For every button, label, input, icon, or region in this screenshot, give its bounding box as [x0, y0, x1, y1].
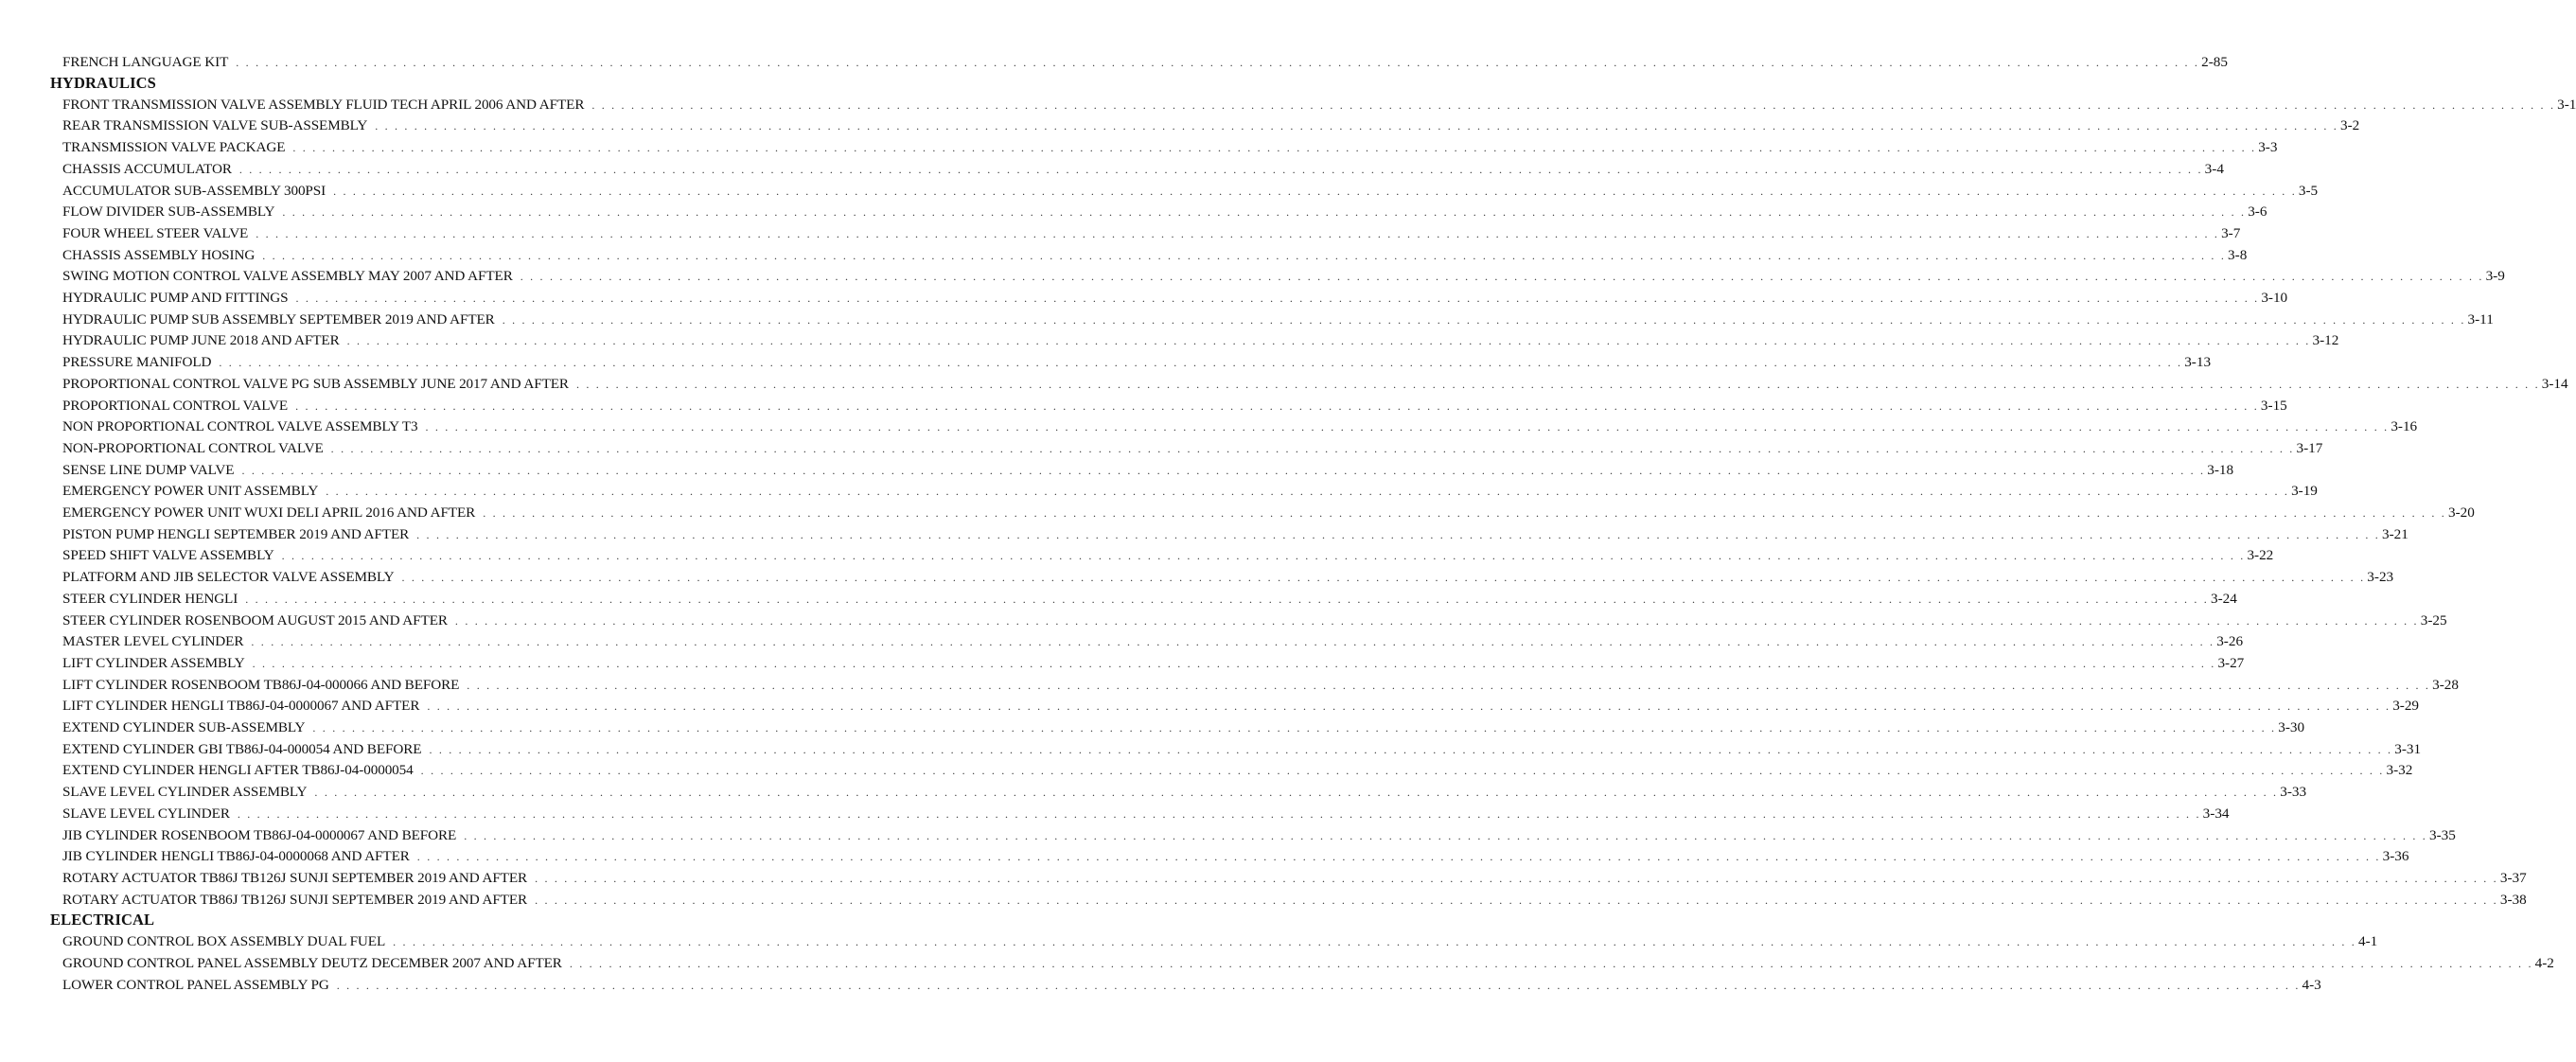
toc-entry[interactable] [62, 53, 2228, 72]
toc-entry[interactable] [62, 826, 2456, 845]
toc-entry-page: 3-33 [2280, 784, 2307, 801]
toc-entry-title: LIFT CYLINDER HENGLI TB86J-04-0000067 AND AFTER [62, 698, 420, 715]
toc-entry[interactable] [62, 718, 2305, 737]
dot-leader: . . . . . . . . . . . . . . . . . . . . . . . . . . . . . . . . . . . . . . . . . . . . . . . . . . . . . . . . . . . . . . . . . . . . . . . . . . . . . . . . . . . . . . . . . . . . . . . . . . . . . . . . . . . . . . . . . . . . . . . . . . . . . . . . . . . . . . . . . . . . . . . . . . . . . . . . . . . . . . . . . . . . . . . . . . . . . . . . . . . . . . . . . . . . . . . . . . . . . . . . [427, 699, 2391, 714]
dot-leader: . . . . . . . . . . . . . . . . . . . . . . . . . . . . . . . . . . . . . . . . . . . . . . . . . . . . . . . . . . . . . . . . . . . . . . . . . . . . . . . . . . . . . . . . . . . . . . . . . . . . . . . . . . . . . . . . . . . . . . . . . . . . . . . . . . . . . . . . . . . . . . . . . . . . . . . . . . . . . . . . . . . . . . . . . . . . . . . . . . . . . . . . . . . . . . . . . . . . . . . . [326, 485, 2290, 499]
toc-entry-page: 3-25 [2420, 611, 2447, 628]
toc-entry[interactable] [62, 847, 2409, 866]
dot-leader: . . . . . . . . . . . . . . . . . . . . . . . . . . . . . . . . . . . . . . . . . . . . . . . . . . . . . . . . . . . . . . . . . . . . . . . . . . . . . . . . . . . . . . . . . . . . . . . . . . . . . . . . . . . . . . . . . . . . . . . . . . . . . . . . . . . . . . . . . . . . . . . . . . . . . . . . . . . . . . . . . . . . . . . . . . . . . . . . . . . . . . . . . . . . . . . . . . . . . . . . [375, 119, 2338, 133]
toc-entry-title: PRESSURE MANIFOLD [62, 354, 212, 371]
toc-entry-page: 3-24 [2211, 590, 2237, 607]
toc-entry-title: SPEED SHIFT VALVE ASSEMBLY [62, 547, 274, 564]
toc-entry[interactable] [62, 116, 2360, 135]
toc-entry-title: SLAVE LEVEL CYLINDER [62, 805, 230, 822]
toc-entry-page: 2-85 [2201, 54, 2228, 70]
dot-leader: . . . . . . . . . . . . . . . . . . . . . . . . . . . . . . . . . . . . . . . . . . . . . . . . . . . . . . . . . . . . . . . . . . . . . . . . . . . . . . . . . . . . . . . . . . . . . . . . . . . . . . . . . . . . . . . . . . . . . . . . . . . . . . . . . . . . . . . . . . . . . . . . . . . . . . . . . . . . . . . . . . . . . . . . . . . . . . . . . . . . . . . . . . . . . . . . . . . . . . . . [454, 613, 2419, 628]
dot-leader: . . . . . . . . . . . . . . . . . . . . . . . . . . . . . . . . . . . . . . . . . . . . . . . . . . . . . . . . . . . . . . . . . . . . . . . . . . . . . . . . . . . . . . . . . . . . . . . . . . . . . . . . . . . . . . . . . . . . . . . . . . . . . . . . . . . . . . . . . . . . . . . . . . . . . . . . . . . . . . . . . . . . . . . . . . . . . . . . . . . . . . . . . . . . . . . . . . . . . . . . [591, 97, 2556, 112]
toc-entry-title: EXTEND CYLINDER GBI TB86J-04-000054 AND BEFORE [62, 740, 422, 757]
toc-entry-title: GROUND CONTROL PANEL ASSEMBLY DEUTZ DECEMBER 2007 AND AFTER [62, 955, 562, 971]
toc-entry-title: LIFT CYLINDER ASSEMBLY [62, 654, 245, 671]
toc-entry-page: 3-11 [2467, 310, 2494, 327]
toc-entry-page: 3-19 [2291, 483, 2318, 500]
toc-entry[interactable] [62, 761, 2413, 780]
toc-entry[interactable] [62, 891, 2527, 910]
dot-leader: . . . . . . . . . . . . . . . . . . . . . . . . . . . . . . . . . . . . . . . . . . . . . . . . . . . . . . . . . . . . . . . . . . . . . . . . . . . . . . . . . . . . . . . . . . . . . . . . . . . . . . . . . . . . . . . . . . . . . . . . . . . . . . . . . . . . . . . . . . . . . . . . . . . . . . . . . . . . . . . . . . . . . . . . . . . . . . . . . . . . . . . . . . . . . . . . . . . . . . . . [252, 656, 2216, 670]
toc-entry[interactable] [62, 461, 2234, 480]
toc-entry-title: CHASSIS ACCUMULATOR [62, 160, 232, 177]
toc-entry-page: 3-31 [2394, 740, 2422, 757]
dot-leader: . . . . . . . . . . . . . . . . . . . . . . . . . . . . . . . . . . . . . . . . . . . . . . . . . . . . . . . . . . . . . . . . . . . . . . . . . . . . . . . . . . . . . . . . . . . . . . . . . . . . . . . . . . . . . . . . . . . . . . . . . . . . . . . . . . . . . . . . . . . . . . . . . . . . . . . . . . . . . . . . . . . . . . . . . . . . . . . . . . . . . . . . . . . . . . . . . . . . . . . . [575, 377, 2540, 391]
toc-entry[interactable] [62, 417, 2418, 436]
dot-leader: . . . . . . . . . . . . . . . . . . . . . . . . . . . . . . . . . . . . . . . . . . . . . . . . . . . . . . . . . . . . . . . . . . . . . . . . . . . . . . . . . . . . . . . . . . . . . . . . . . . . . . . . . . . . . . . . . . . . . . . . . . . . . . . . . . . . . . . . . . . . . . . . . . . . . . . . . . . . . . . . . . . . . . . . . . . . . . . . . . . . . . . . . . . . . . . . . . . . . . . . [236, 56, 2200, 69]
dot-leader: . . . . . . . . . . . . . . . . . . . . . . . . . . . . . . . . . . . . . . . . . . . . . . . . . . . . . . . . . . . . . . . . . . . . . . . . . . . . . . . . . . . . . . . . . . . . . . . . . . . . . . . . . . . . . . . . . . . . . . . . . . . . . . . . . . . . . . . . . . . . . . . . . . . . . . . . . . . . . . . . . . . . . . . . . . . . . . . . . . . . . . . . . . . . . . . . . . . . . . . . [241, 463, 2206, 477]
toc-entry-page: 3-29 [2392, 698, 2420, 715]
toc-entry-title: SLAVE LEVEL CYLINDER ASSEMBLY [62, 784, 308, 801]
toc-entry[interactable] [62, 632, 2244, 651]
toc-entry-title: ROTARY ACTUATOR TB86J TB126J SUNJI SEPTEMBER 2019 AND AFTER [62, 891, 528, 908]
toc-entry[interactable] [62, 160, 2224, 179]
toc-entry[interactable] [62, 310, 2494, 329]
toc-entry-page: 3-12 [2312, 332, 2339, 349]
toc-entry[interactable] [62, 397, 2287, 416]
dot-leader: . . . . . . . . . . . . . . . . . . . . . . . . . . . . . . . . . . . . . . . . . . . . . . . . . . . . . . . . . . . . . . . . . . . . . . . . . . . . . . . . . . . . . . . . . . . . . . . . . . . . . . . . . . . . . . . . . . . . . . . . . . . . . . . . . . . . . . . . . . . . . . . . . . . . . . . . . . . . . . . . . . . . . . . . . . . . . . . . . . . . . . . . . . . . . . . . . . . . . . . . [245, 592, 2210, 606]
toc-entry-page: 3-1 [2557, 96, 2576, 113]
dot-leader: . . . . . . . . . . . . . . . . . . . . . . . . . . . . . . . . . . . . . . . . . . . . . . . . . . . . . . . . . . . . . . . . . . . . . . . . . . . . . . . . . . . . . . . . . . . . . . . . . . . . . . . . . . . . . . . . . . . . . . . . . . . . . . . . . . . . . . . . . . . . . . . . . . . . . . . . . . . . . . . . . . . . . . . . . . . . . . . . . . . . . . . . . . . . . . . . . . . . . . . . [535, 893, 2498, 907]
toc-entry-page: 3-13 [2184, 354, 2212, 371]
toc-entry-title: NON PROPORTIONAL CONTROL VALVE ASSEMBLY T3 [62, 418, 418, 435]
dot-leader: . . . . . . . . . . . . . . . . . . . . . . . . . . . . . . . . . . . . . . . . . . . . . . . . . . . . . . . . . . . . . . . . . . . . . . . . . . . . . . . . . . . . . . . . . . . . . . . . . . . . . . . . . . . . . . . . . . . . . . . . . . . . . . . . . . . . . . . . . . . . . . . . . . . . . . . . . . . . . . . . . . . . . . . . . . . . . . . . . . . . . . . . . . . . . . . . . . . . . . . . [282, 205, 2247, 220]
toc-entry[interactable] [62, 246, 2248, 265]
toc-entry-page: 3-37 [2499, 869, 2527, 886]
toc-entry-page: 3-10 [2261, 290, 2288, 306]
dot-leader: . . . . . . . . . . . . . . . . . . . . . . . . . . . . . . . . . . . . . . . . . . . . . . . . . . . . . . . . . . . . . . . . . . . . . . . . . . . . . . . . . . . . . . . . . . . . . . . . . . . . . . . . . . . . . . . . . . . . . . . . . . . . . . . . . . . . . . . . . . . . . . . . . . . . . . . . . . . . . . . . . . . . . . . . . . . . . . . . . . . . . . . . . . . . . . . . . . . . . . . . [393, 935, 2356, 949]
toc-entry-title: STEER CYLINDER HENGLI [62, 590, 238, 607]
dot-leader: . . . . . . . . . . . . . . . . . . . . . . . . . . . . . . . . . . . . . . . . . . . . . . . . . . . . . . . . . . . . . . . . . . . . . . . . . . . . . . . . . . . . . . . . . . . . . . . . . . . . . . . . . . . . . . . . . . . . . . . . . . . . . . . . . . . . . . . . . . . . . . . . . . . . . . . . . . . . . . . . . . . . . . . . . . . . . . . . . . . . . . . . . . . . . . . . . . . . . . . . [256, 226, 2220, 240]
toc-entry-title: EXTEND CYLINDER HENGLI AFTER TB86J-04-0000054 [62, 762, 414, 779]
toc-entry-page: 3-14 [2541, 375, 2568, 392]
toc-entry-title: HYDRAULIC PUMP SUB ASSEMBLY SEPTEMBER 2019 AND AFTER [62, 310, 495, 327]
toc-entry-page: 3-3 [2258, 139, 2278, 156]
toc-entry-title: JIB CYLINDER ROSENBOOM TB86J-04-0000067 AND BEFORE [62, 826, 457, 843]
toc-entry-title: REAR TRANSMISSION VALVE SUB-ASSEMBLY [62, 117, 368, 134]
dot-leader: . . . . . . . . . . . . . . . . . . . . . . . . . . . . . . . . . . . . . . . . . . . . . . . . . . . . . . . . . . . . . . . . . . . . . . . . . . . . . . . . . . . . . . . . . . . . . . . . . . . . . . . . . . . . . . . . . . . . . . . . . . . . . . . . . . . . . . . . . . . . . . . . . . . . . . . . . . . . . . . . . . . . . . . . . . . . . . . . . . . . . . . . . . . . . . . . . . . . . . . . [429, 742, 2393, 756]
toc-entry[interactable] [62, 224, 2241, 243]
toc-entry-title: HYDRAULIC PUMP AND FITTINGS [62, 290, 289, 306]
toc-entry-page: 3-4 [2204, 160, 2224, 177]
toc-entry-title: ACCUMULATOR SUB-ASSEMBLY 300PSI [62, 182, 326, 199]
toc-entry[interactable] [62, 439, 2323, 458]
toc-entry-title: PROPORTIONAL CONTROL VALVE [62, 397, 289, 414]
toc-entry[interactable] [62, 976, 2321, 995]
section-heading: HYDRAULICS [50, 73, 156, 92]
toc-entry-page: 3-2 [2340, 117, 2360, 134]
dot-leader: . . . . . . . . . . . . . . . . . . . . . . . . . . . . . . . . . . . . . . . . . . . . . . . . . . . . . . . . . . . . . . . . . . . . . . . . . . . . . . . . . . . . . . . . . . . . . . . . . . . . . . . . . . . . . . . . . . . . . . . . . . . . . . . . . . . . . . . . . . . . . . . . . . . . . . . . . . . . . . . . . . . . . . . . . . . . . . . . . . . . . . . . . . . . . . . . . . . . . . . . [346, 334, 2311, 348]
toc-entry-title: PISTON PUMP HENGLI SEPTEMBER 2019 AND AFTER [62, 525, 410, 542]
toc-entry-page: 3-7 [2221, 224, 2241, 241]
dot-leader: . . . . . . . . . . . . . . . . . . . . . . . . . . . . . . . . . . . . . . . . . . . . . . . . . . . . . . . . . . . . . . . . . . . . . . . . . . . . . . . . . . . . . . . . . . . . . . . . . . . . . . . . . . . . . . . . . . . . . . . . . . . . . . . . . . . . . . . . . . . . . . . . . . . . . . . . . . . . . . . . . . . . . . . . . . . . . . . . . . . . . . . . . . . . . . . . . . . . . . . . [467, 678, 2431, 692]
toc-entry[interactable] [62, 654, 2245, 673]
toc-entry-page: 4-1 [2357, 933, 2378, 950]
toc-entry[interactable] [62, 954, 2554, 973]
toc-entry-page: 3-32 [2386, 762, 2413, 779]
toc-entry-title: GROUND CONTROL BOX ASSEMBLY DUAL FUEL [62, 933, 386, 950]
dot-leader: . . . . . . . . . . . . . . . . . . . . . . . . . . . . . . . . . . . . . . . . . . . . . . . . . . . . . . . . . . . . . . . . . . . . . . . . . . . . . . . . . . . . . . . . . . . . . . . . . . . . . . . . . . . . . . . . . . . . . . . . . . . . . . . . . . . . . . . . . . . . . . . . . . . . . . . . . . . . . . . . . . . . . . . . . . . . . . . . . . . . . . . . . . . . . . . . . . . . . . . . [281, 549, 2246, 563]
toc-entry-title: SENSE LINE DUMP VALVE [62, 461, 235, 478]
dot-leader: . . . . . . . . . . . . . . . . . . . . . . . . . . . . . . . . . . . . . . . . . . . . . . . . . . . . . . . . . . . . . . . . . . . . . . . . . . . . . . . . . . . . . . . . . . . . . . . . . . . . . . . . . . . . . . . . . . . . . . . . . . . . . . . . . . . . . . . . . . . . . . . . . . . . . . . . . . . . . . . . . . . . . . . . . . . . . . . . . . . . . . . . . . . . . . . . . . . . . . . . [401, 571, 2366, 585]
toc-entry[interactable] [62, 203, 2267, 221]
toc-entry[interactable] [62, 568, 2394, 587]
toc-entry[interactable] [62, 697, 2420, 716]
dot-leader: . . . . . . . . . . . . . . . . . . . . . . . . . . . . . . . . . . . . . . . . . . . . . . . . . . . . . . . . . . . . . . . . . . . . . . . . . . . . . . . . . . . . . . . . . . . . . . . . . . . . . . . . . . . . . . . . . . . . . . . . . . . . . . . . . . . . . . . . . . . . . . . . . . . . . . . . . . . . . . . . . . . . . . . . . . . . . . . . . . . . . . . . . . . . . . . . . . . . . . . . [238, 162, 2203, 176]
toc-entry-title: ROTARY ACTUATOR TB86J TB126J SUNJI SEPTEMBER 2019 AND AFTER [62, 869, 528, 886]
dot-leader: . . . . . . . . . . . . . . . . . . . . . . . . . . . . . . . . . . . . . . . . . . . . . . . . . . . . . . . . . . . . . . . . . . . . . . . . . . . . . . . . . . . . . . . . . . . . . . . . . . . . . . . . . . . . . . . . . . . . . . . . . . . . . . . . . . . . . . . . . . . . . . . . . . . . . . . . . . . . . . . . . . . . . . . . . . . . . . . . . . . . . . . . . . . . . . . . . . . . . . . . [295, 398, 2259, 413]
toc-entry-page: 3-15 [2260, 397, 2287, 414]
toc-entry[interactable] [62, 805, 2230, 823]
section-heading: ELECTRICAL [50, 911, 155, 929]
toc-entry-page: 4-2 [2534, 955, 2554, 971]
toc-entry-title: FRENCH LANGUAGE KIT [62, 54, 229, 70]
toc-entry[interactable] [62, 525, 2408, 544]
toc-entry-page: 3-28 [2432, 676, 2459, 693]
dot-leader: . . . . . . . . . . . . . . . . . . . . . . . . . . . . . . . . . . . . . . . . . . . . . . . . . . . . . . . . . . . . . . . . . . . . . . . . . . . . . . . . . . . . . . . . . . . . . . . . . . . . . . . . . . . . . . . . . . . . . . . . . . . . . . . . . . . . . . . . . . . . . . . . . . . . . . . . . . . . . . . . . . . . . . . . . . . . . . . . . . . . . . . . . . . . . . . . . . . . . . . . [520, 270, 2484, 284]
dot-leader: . . . . . . . . . . . . . . . . . . . . . . . . . . . . . . . . . . . . . . . . . . . . . . . . . . . . . . . . . . . . . . . . . . . . . . . . . . . . . . . . . . . . . . . . . . . . . . . . . . . . . . . . . . . . . . . . . . . . . . . . . . . . . . . . . . . . . . . . . . . . . . . . . . . . . . . . . . . . . . . . . . . . . . . . . . . . . . . . . . . . . . . . . . . . . . . . . . . . . . . . [219, 356, 2183, 370]
toc-entry[interactable] [62, 375, 2568, 394]
toc-entry-title: LOWER CONTROL PANEL ASSEMBLY PG [62, 976, 329, 993]
toc-entry[interactable] [62, 676, 2459, 695]
dot-leader: . . . . . . . . . . . . . . . . . . . . . . . . . . . . . . . . . . . . . . . . . . . . . . . . . . . . . . . . . . . . . . . . . . . . . . . . . . . . . . . . . . . . . . . . . . . . . . . . . . . . . . . . . . . . . . . . . . . . . . . . . . . . . . . . . . . . . . . . . . . . . . . . . . . . . . . . . . . . . . . . . . . . . . . . . . . . . . . . . . . . . . . . . . . . . . . . . . . . . . . . [425, 420, 2390, 434]
dot-leader: . . . . . . . . . . . . . . . . . . . . . . . . . . . . . . . . . . . . . . . . . . . . . . . . . . . . . . . . . . . . . . . . . . . . . . . . . . . . . . . . . . . . . . . . . . . . . . . . . . . . . . . . . . . . . . . . . . . . . . . . . . . . . . . . . . . . . . . . . . . . . . . . . . . . . . . . . . . . . . . . . . . . . . . . . . . . . . . . . . . . . . . . . . . . . . . . . . . . . . . . [416, 527, 2380, 541]
toc-entry-page: 3-26 [2216, 633, 2244, 650]
toc-entry[interactable] [62, 932, 2378, 951]
dot-leader: . . . . . . . . . . . . . . . . . . . . . . . . . . . . . . . . . . . . . . . . . . . . . . . . . . . . . . . . . . . . . . . . . . . . . . . . . . . . . . . . . . . . . . . . . . . . . . . . . . . . . . . . . . . . . . . . . . . . . . . . . . . . . . . . . . . . . . . . . . . . . . . . . . . . . . . . . . . . . . . . . . . . . . . . . . . . . . . . . . . . . . . . . . . . . . . . . . . . . . . . [312, 721, 2277, 735]
toc-entry-title: EXTEND CYLINDER SUB-ASSEMBLY [62, 719, 306, 735]
dot-leader: . . . . . . . . . . . . . . . . . . . . . . . . . . . . . . . . . . . . . . . . . . . . . . . . . . . . . . . . . . . . . . . . . . . . . . . . . . . . . . . . . . . . . . . . . . . . . . . . . . . . . . . . . . . . . . . . . . . . . . . . . . . . . . . . . . . . . . . . . . . . . . . . . . . . . . . . . . . . . . . . . . . . . . . . . . . . . . . . . . . . . . . . . . . . . . . . . . . . . . . . [483, 506, 2446, 520]
toc-entry[interactable] [62, 138, 2278, 157]
dot-leader: . . . . . . . . . . . . . . . . . . . . . . . . . . . . . . . . . . . . . . . . . . . . . . . . . . . . . . . . . . . . . . . . . . . . . . . . . . . . . . . . . . . . . . . . . . . . . . . . . . . . . . . . . . . . . . . . . . . . . . . . . . . . . . . . . . . . . . . . . . . . . . . . . . . . . . . . . . . . . . . . . . . . . . . . . . . . . . . . . . . . . . . . . . . . . . . . . . . . . . . . [420, 764, 2385, 778]
toc-entry-page: 3-5 [2298, 182, 2319, 199]
toc-entry[interactable] [62, 289, 2288, 308]
toc-entry-page: 3-20 [2448, 504, 2475, 521]
toc-entry[interactable] [62, 783, 2307, 802]
dot-leader: . . . . . . . . . . . . . . . . . . . . . . . . . . . . . . . . . . . . . . . . . . . . . . . . . . . . . . . . . . . . . . . . . . . . . . . . . . . . . . . . . . . . . . . . . . . . . . . . . . . . . . . . . . . . . . . . . . . . . . . . . . . . . . . . . . . . . . . . . . . . . . . . . . . . . . . . . . . . . . . . . . . . . . . . . . . . . . . . . . . . . . . . . . . . . . . . . . . . . . . . [295, 292, 2260, 305]
dot-leader: . . . . . . . . . . . . . . . . . . . . . . . . . . . . . . . . . . . . . . . . . . . . . . . . . . . . . . . . . . . . . . . . . . . . . . . . . . . . . . . . . . . . . . . . . . . . . . . . . . . . . . . . . . . . . . . . . . . . . . . . . . . . . . . . . . . . . . . . . . . . . . . . . . . . . . . . . . . . . . . . . . . . . . . . . . . . . . . . . . . . . . . . . . . . . . . . . . . . . . . . [333, 184, 2297, 198]
toc-entry[interactable] [62, 96, 2576, 115]
dot-leader: . . . . . . . . . . . . . . . . . . . . . . . . . . . . . . . . . . . . . . . . . . . . . . . . . . . . . . . . . . . . . . . . . . . . . . . . . . . . . . . . . . . . . . . . . . . . . . . . . . . . . . . . . . . . . . . . . . . . . . . . . . . . . . . . . . . . . . . . . . . . . . . . . . . . . . . . . . . . . . . . . . . . . . . . . . . . . . . . . . . . . . . . . . . . . . . . . . . . . . . . [262, 248, 2227, 262]
toc-entry-page: 4-3 [2302, 976, 2321, 993]
toc-entry-title: HYDRAULIC PUMP JUNE 2018 AND AFTER [62, 332, 340, 349]
dot-leader: . . . . . . . . . . . . . . . . . . . . . . . . . . . . . . . . . . . . . . . . . . . . . . . . . . . . . . . . . . . . . . . . . . . . . . . . . . . . . . . . . . . . . . . . . . . . . . . . . . . . . . . . . . . . . . . . . . . . . . . . . . . . . . . . . . . . . . . . . . . . . . . . . . . . . . . . . . . . . . . . . . . . . . . . . . . . . . . . . . . . . . . . . . . . . . . . . . . . . . . . [569, 957, 2533, 970]
toc-entry-page: 3-6 [2248, 204, 2267, 221]
dot-leader: . . . . . . . . . . . . . . . . . . . . . . . . . . . . . . . . . . . . . . . . . . . . . . . . . . . . . . . . . . . . . . . . . . . . . . . . . . . . . . . . . . . . . . . . . . . . . . . . . . . . . . . . . . . . . . . . . . . . . . . . . . . . . . . . . . . . . . . . . . . . . . . . . . . . . . . . . . . . . . . . . . . . . . . . . . . . . . . . . . . . . . . . . . . . . . . . . . . . . . . . [237, 806, 2201, 821]
toc-entry-title: SWING MOTION CONTROL VALVE ASSEMBLY MAY 2007 AND AFTER [62, 268, 513, 285]
dot-leader: . . . . . . . . . . . . . . . . . . . . . . . . . . . . . . . . . . . . . . . . . . . . . . . . . . . . . . . . . . . . . . . . . . . . . . . . . . . . . . . . . . . . . . . . . . . . . . . . . . . . . . . . . . . . . . . . . . . . . . . . . . . . . . . . . . . . . . . . . . . . . . . . . . . . . . . . . . . . . . . . . . . . . . . . . . . . . . . . . . . . . . . . . . . . . . . . . . . . . . . . [330, 441, 2295, 455]
dot-leader: . . . . . . . . . . . . . . . . . . . . . . . . . . . . . . . . . . . . . . . . . . . . . . . . . . . . . . . . . . . . . . . . . . . . . . . . . . . . . . . . . . . . . . . . . . . . . . . . . . . . . . . . . . . . . . . . . . . . . . . . . . . . . . . . . . . . . . . . . . . . . . . . . . . . . . . . . . . . . . . . . . . . . . . . . . . . . . . . . . . . . . . . . . . . . . . . . . . . . . . . [502, 312, 2466, 327]
dot-leader: . . . . . . . . . . . . . . . . . . . . . . . . . . . . . . . . . . . . . . . . . . . . . . . . . . . . . . . . . . . . . . . . . . . . . . . . . . . . . . . . . . . . . . . . . . . . . . . . . . . . . . . . . . . . . . . . . . . . . . . . . . . . . . . . . . . . . . . . . . . . . . . . . . . . . . . . . . . . . . . . . . . . . . . . . . . . . . . . . . . . . . . . . . . . . . . . . . . . . . . . [464, 828, 2428, 842]
toc-entry-page: 3-34 [2202, 805, 2230, 822]
toc-entry-title: FLOW DIVIDER SUB-ASSEMBLY [62, 204, 275, 221]
toc-entry[interactable] [62, 740, 2422, 759]
toc-entry-page: 3-30 [2278, 719, 2305, 735]
toc-entry[interactable] [62, 504, 2475, 522]
toc-entry-title: JIB CYLINDER HENGLI TB86J-04-0000068 AND AFTER [62, 848, 410, 865]
toc-entry-page: 3-36 [2382, 848, 2409, 865]
dot-leader: . . . . . . . . . . . . . . . . . . . . . . . . . . . . . . . . . . . . . . . . . . . . . . . . . . . . . . . . . . . . . . . . . . . . . . . . . . . . . . . . . . . . . . . . . . . . . . . . . . . . . . . . . . . . . . . . . . . . . . . . . . . . . . . . . . . . . . . . . . . . . . . . . . . . . . . . . . . . . . . . . . . . . . . . . . . . . . . . . . . . . . . . . . . . . . . . . . . . . . . . [292, 141, 2257, 155]
dot-leader: . . . . . . . . . . . . . . . . . . . . . . . . . . . . . . . . . . . . . . . . . . . . . . . . . . . . . . . . . . . . . . . . . . . . . . . . . . . . . . . . . . . . . . . . . . . . . . . . . . . . . . . . . . . . . . . . . . . . . . . . . . . . . . . . . . . . . . . . . . . . . . . . . . . . . . . . . . . . . . . . . . . . . . . . . . . . . . . . . . . . . . . . . . . . . . . . . . . . . . . . [336, 978, 2301, 992]
toc-entry-title: MASTER LEVEL CYLINDER [62, 633, 244, 650]
toc-entry-page: 3-23 [2367, 569, 2394, 586]
toc-entry-page: 3-22 [2247, 547, 2274, 564]
toc-entry-title: CHASSIS ASSEMBLY HOSING [62, 246, 256, 263]
toc-entry-page: 3-17 [2296, 439, 2323, 456]
toc-entry-page: 3-21 [2381, 525, 2408, 542]
toc-entry-page: 3-38 [2499, 891, 2527, 908]
toc-entry-title: STEER CYLINDER ROSENBOOM AUGUST 2015 AND AFTER [62, 611, 448, 628]
toc-entry-page: 3-16 [2391, 418, 2418, 435]
toc-entry-title: NON-PROPORTIONAL CONTROL VALVE [62, 439, 324, 456]
toc-entry[interactable] [62, 353, 2212, 372]
toc-entry-page: 3-27 [2217, 654, 2245, 671]
dot-leader: . . . . . . . . . . . . . . . . . . . . . . . . . . . . . . . . . . . . . . . . . . . . . . . . . . . . . . . . . . . . . . . . . . . . . . . . . . . . . . . . . . . . . . . . . . . . . . . . . . . . . . . . . . . . . . . . . . . . . . . . . . . . . . . . . . . . . . . . . . . . . . . . . . . . . . . . . . . . . . . . . . . . . . . . . . . . . . . . . . . . . . . . . . . . . . . . . . . . . . . . [416, 850, 2381, 864]
toc-entry-title: LIFT CYLINDER ROSENBOOM TB86J-04-000066 AND BEFORE [62, 676, 460, 693]
toc-entry-title: FRONT TRANSMISSION VALVE ASSEMBLY FLUID TECH APRIL 2006 AND AFTER [62, 96, 585, 113]
toc-entry-title: PROPORTIONAL CONTROL VALVE PG SUB ASSEMBLY JUNE 2017 AND AFTER [62, 375, 569, 392]
toc-entry-title: FOUR WHEEL STEER VALVE [62, 224, 249, 241]
toc-entry[interactable] [62, 331, 2339, 350]
toc-entry-page: 3-35 [2429, 826, 2456, 843]
toc-entry[interactable] [62, 590, 2237, 609]
toc-entry[interactable] [62, 869, 2527, 888]
dot-leader: . . . . . . . . . . . . . . . . . . . . . . . . . . . . . . . . . . . . . . . . . . . . . . . . . . . . . . . . . . . . . . . . . . . . . . . . . . . . . . . . . . . . . . . . . . . . . . . . . . . . . . . . . . . . . . . . . . . . . . . . . . . . . . . . . . . . . . . . . . . . . . . . . . . . . . . . . . . . . . . . . . . . . . . . . . . . . . . . . . . . . . . . . . . . . . . . . . . . . . . . [314, 786, 2279, 800]
dot-leader: . . . . . . . . . . . . . . . . . . . . . . . . . . . . . . . . . . . . . . . . . . . . . . . . . . . . . . . . . . . . . . . . . . . . . . . . . . . . . . . . . . . . . . . . . . . . . . . . . . . . . . . . . . . . . . . . . . . . . . . . . . . . . . . . . . . . . . . . . . . . . . . . . . . . . . . . . . . . . . . . . . . . . . . . . . . . . . . . . . . . . . . . . . . . . . . . . . . . . . . . [535, 871, 2498, 885]
toc-entry[interactable] [62, 267, 2505, 286]
toc-entry-title: EMERGENCY POWER UNIT ASSEMBLY [62, 483, 319, 500]
toc-entry-page: 3-8 [2228, 246, 2248, 263]
toc-entry[interactable] [62, 546, 2274, 565]
toc-entry-title: PLATFORM AND JIB SELECTOR VALVE ASSEMBLY [62, 569, 395, 586]
toc-entry[interactable] [62, 611, 2447, 630]
toc-entry-page: 3-18 [2207, 461, 2234, 478]
toc-entry-page: 3-9 [2485, 268, 2505, 285]
toc-entry[interactable] [62, 182, 2319, 201]
toc-entry[interactable] [62, 482, 2318, 501]
dot-leader: . . . . . . . . . . . . . . . . . . . . . . . . . . . . . . . . . . . . . . . . . . . . . . . . . . . . . . . . . . . . . . . . . . . . . . . . . . . . . . . . . . . . . . . . . . . . . . . . . . . . . . . . . . . . . . . . . . . . . . . . . . . . . . . . . . . . . . . . . . . . . . . . . . . . . . . . . . . . . . . . . . . . . . . . . . . . . . . . . . . . . . . . . . . . . . . . . . . . . . . . [251, 635, 2215, 649]
toc-entry-title: TRANSMISSION VALVE PACKAGE [62, 139, 286, 156]
toc-entry-title: EMERGENCY POWER UNIT WUXI DELI APRIL 2016 AND AFTER [62, 504, 476, 521]
